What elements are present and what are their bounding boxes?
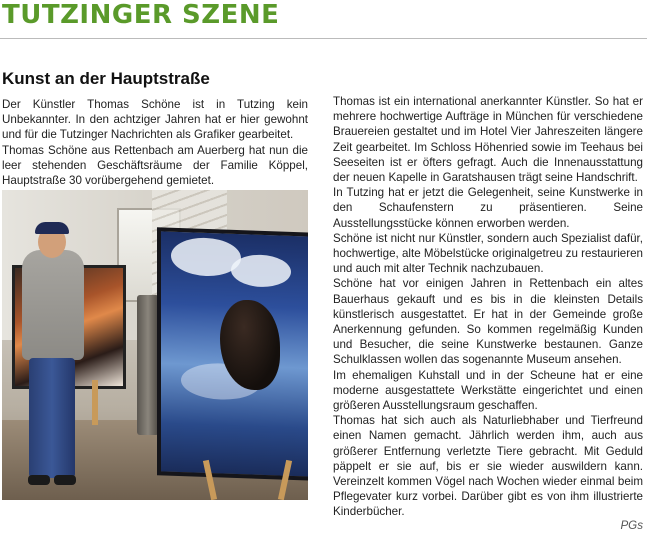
photo-sculpture-column	[137, 295, 159, 435]
author-initials: PGs	[620, 518, 643, 532]
paragraph: Thomas ist ein international anerkannter Künstler. So hat er mehrere hochwertige Aufträge in München für verschiedene Brauereien gestaltet und im Hotel Vier Jahreszeiten längere Zeit gearbeitet. Im Schloss Höhenried sowie im Teehaus bei Seeseiten ist er öfters gefragt. Auch die Innenausstattung der neuen Kapelle in Garatshausen trägt seine Handschrift.	[333, 95, 643, 185]
easel-leg	[92, 380, 98, 425]
artist-legs	[29, 358, 75, 478]
section-title: TUTZINGER SZENE	[2, 0, 280, 30]
artist-figure	[22, 250, 84, 360]
paragraph: Schöne ist nicht nur Künstler, sondern auch Spezialist dafür, hochwertige, alte Möbelstücke originalgetreu zu restaurieren und auch mit alter Technik nachzubauen.	[333, 231, 643, 276]
header-divider	[0, 38, 647, 39]
artist-shoe	[54, 475, 76, 485]
article-photo	[2, 190, 308, 500]
artist-cap	[35, 222, 69, 234]
paragraph: In Tutzing hat er jetzt die Gelegenheit, seine Kunstwerke in den Schaufenstern zu präsentieren. Seine Ausstellungsstücke können erworben werden.	[333, 186, 643, 230]
paragraph: Thomas hat sich auch als Naturliebhaber und Tierfreund einen Namen gemacht. Jährlich werden ihm, auch aus größerer Entfernung verletzte Tiere gebracht. Mit Geduld päppelt er sie auf, bis er sie wieder auswildern kann. Vereinzelt kommen Vögel nach Wochen wieder einmal beim Pflegevater kurz vorbei. Darüber gibt es von ihm illustrierte Kinderbücher.	[333, 414, 643, 519]
article-headline: Kunst an der Hauptstraße	[2, 69, 210, 88]
article-right-column	[333, 94, 643, 533]
article-left-column	[2, 97, 308, 188]
paragraph: Schöne hat vor einigen Jahren in Rettenbach ein altes Bauerhaus gekauft und es bis in die kleinsten Details künstlerisch ausgestattet. Er hat in der Gemeinde große Anerkennung gefunden. So kommen regelmäßig Kunden und Besucher, die seine Kunstwerke bestaunen. Ganze Schulklassen wollen das sogenannte Museum ansehen.	[333, 277, 643, 367]
paragraph: Im ehemaligen Kuhstall und in der Scheune hat er eine moderne ausgestattete Werkstätte eingerichtet und einen größeren Ausstellungsraum geschaffen.	[333, 368, 643, 413]
artist-shoe	[28, 475, 50, 485]
paragraph: Der Künstler Thomas Schöne ist in Tutzing kein Unbekannter. In den achtziger Jahren hat er hier gewohnt und für die Tutzinger Nachrichten als Grafiker gearbeitet.	[2, 98, 308, 142]
paragraph: Thomas Schöne aus Rettenbach am Auerberg hat nun die leer stehenden Geschäftsräume der Familie Köppel, Hauptstraße 30 vorübergehend gemietet.	[2, 143, 308, 188]
